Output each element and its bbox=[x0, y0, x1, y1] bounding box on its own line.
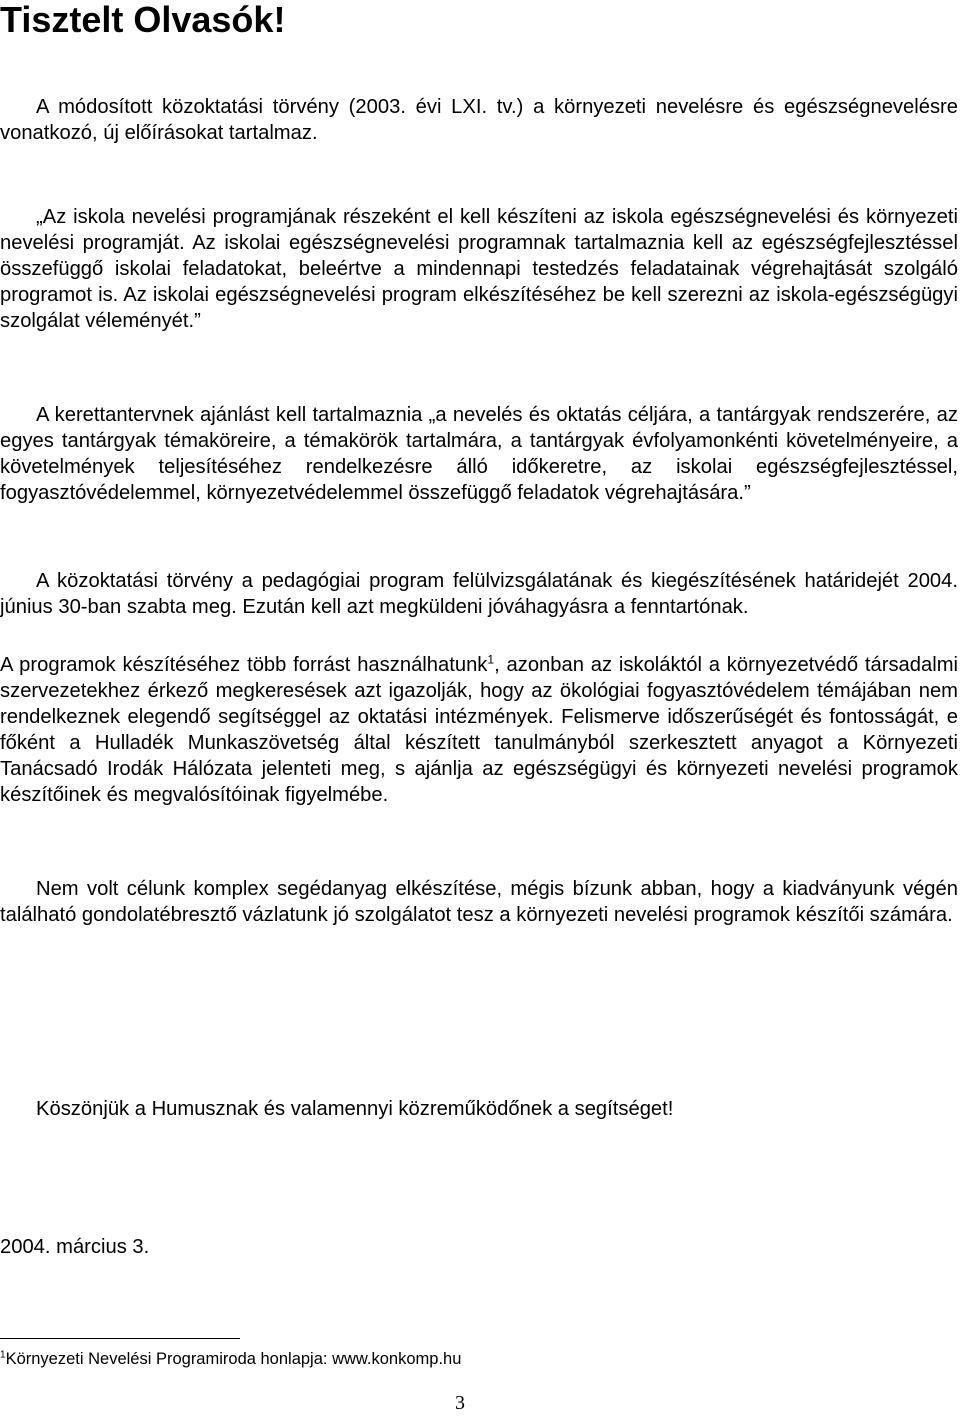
page-number: 3 bbox=[455, 1392, 465, 1414]
paragraph-law-quote: „Az iskola nevelési programjának részeként el kell készíteni az iskola egészségnevelési és környezeti nevelési programját. Az iskolai egészségnevelési programnak tartalmaznia kell az egészségfejlesztéssel összefüggő iskolai feladatokat, beleértve a mindennapi testedzés feladatainak végrehajtását szolgáló programot is. Az iskolai egészségnevelési program elkészítéséhez be kell szerezni az iskola-egészségügyi szolgálat véleményét.” bbox=[0, 206, 958, 332]
page-title: Tisztelt Olvasók! bbox=[0, 0, 286, 40]
paragraph-sources bbox=[0, 652, 958, 808]
paragraph-deadline bbox=[0, 568, 958, 620]
paragraph-curriculum: A kerettantervnek ajánlást kell tartalmaznia „a nevelés és oktatás céljára, a tantárgyak rendszerére, az egyes tantárgyak témaköreire, a témakörök tartalmára, a tantárgyak évfolyamonkénti követelményeire, a követelmények teljesítéséhez rendelkezésre álló időkeretre, az iskolai egészségfejlesztéssel, fogyasztóvédelemmel, környezetvédelemmel összefüggő feladatok végrehajtására.” bbox=[0, 404, 958, 504]
footnote-reference[interactable]: 1 bbox=[487, 652, 495, 667]
paragraph-aims: Nem volt célunk komplex segédanyag elkészítése, mégis bízunk abban, hogy a kiadványunk végén található gondolatébresztő vázlatunk jó szolgálatot tesz a környezeti nevelési programok készítői számára. bbox=[0, 878, 958, 926]
paragraph-deadline-text: A közoktatási törvény a pedagógiai program felülvizsgálatának és kiegészítésének határidejét 2004. június 30-ban szabta meg. Ezután kell azt megküldeni jóváhagyásra a fenntartónak. bbox=[0, 570, 958, 618]
paragraph-sources-start: A programok készítéséhez több forrást használhatunk bbox=[0, 654, 488, 676]
paragraph-law-intro: A módosított közoktatási törvény (2003. évi LXI. tv.) a környezeti nevelésre és egészségnevelésre vonatkozó, új előírásokat tartalmaz. bbox=[0, 96, 958, 144]
paragraph-sources-rest: , azonban az iskoláktól a környezetvédő társadalmi szervezetekhez érkező megkeresések azt igazolják, hogy az ökológiai fogyasztóvédelem témájában nem rendelkeznek elegendő segítséggel az oktatási intézmények. Felismerve időszerűségét és fontosságát, e főként a Hulladék Munkaszövetség által készített tanulmányból szerkesztett anyagot a Környezeti Tanácsadó Irodák Hálózata jelenteti meg, s ajánlja az egészségügyi és környezeti nevelési programok készítőinek és megvalósítóinak figyelmébe. bbox=[0, 654, 958, 806]
acknowledgement: Köszönjük a Humusznak és valamennyi közreműködőnek a segítséget! bbox=[36, 1098, 674, 1120]
footnote-text: Környezeti Nevelési Programiroda honlapja: www.konkomp.hu bbox=[5, 1350, 462, 1368]
footnote bbox=[0, 1349, 461, 1369]
document-date: 2004. március 3. bbox=[0, 1236, 150, 1258]
footnote-number: 1 bbox=[0, 1349, 6, 1361]
footnote-divider bbox=[0, 1338, 240, 1339]
